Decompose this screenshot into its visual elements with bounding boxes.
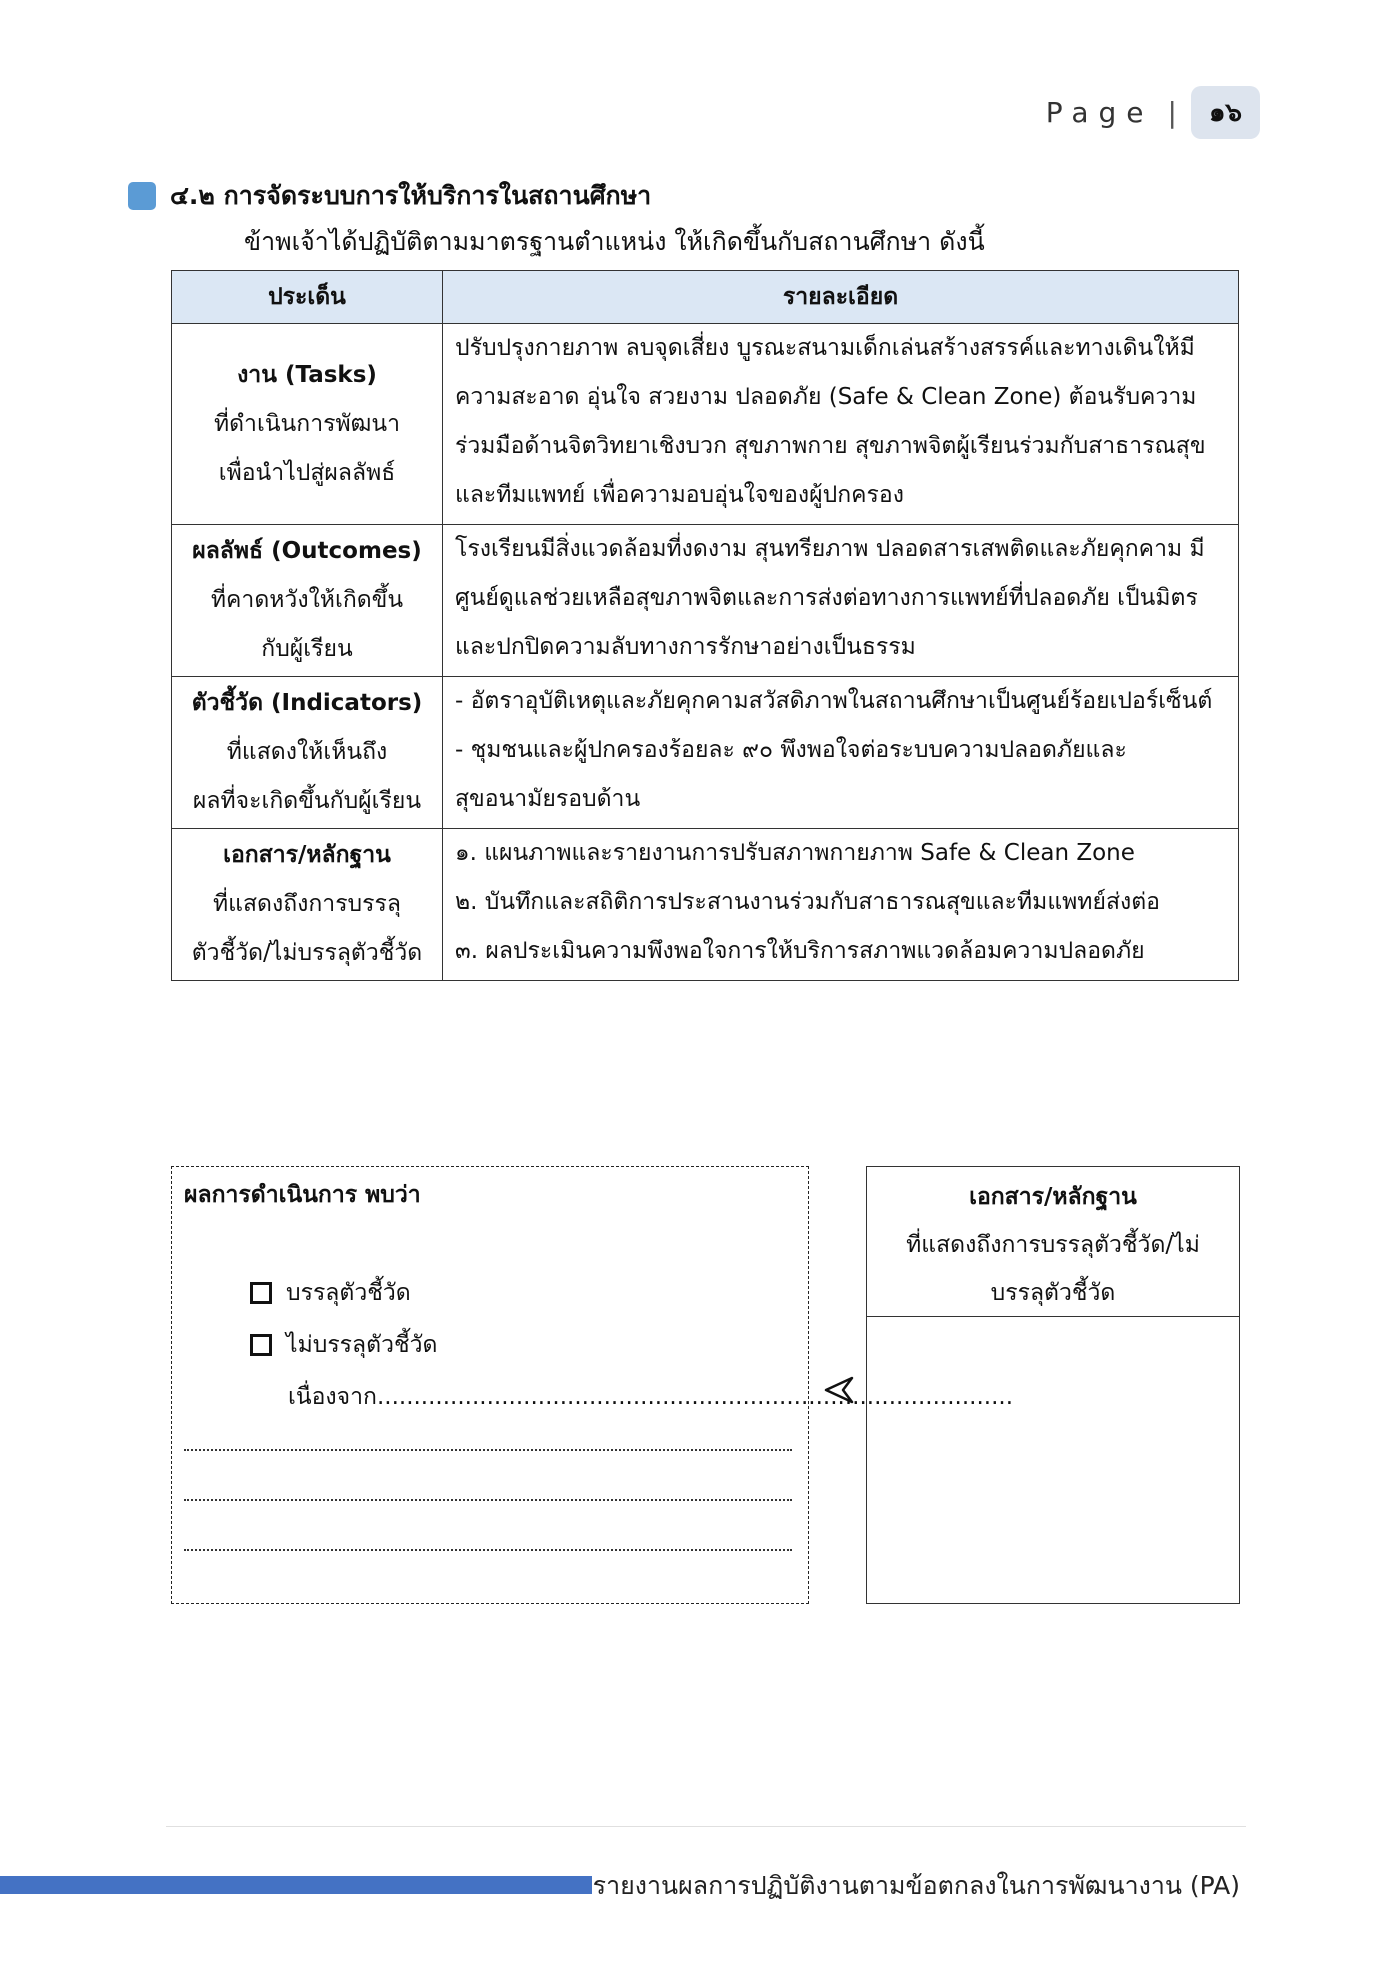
detail-cell xyxy=(443,829,1239,981)
detail-line: ปรับปรุงกายภาพ ลบจุดเสี่ยง บูรณะสนามเด็กเล่นสร้างสรรค์และทางเดินให้มี xyxy=(455,335,1195,361)
footer-divider xyxy=(166,1826,1246,1827)
topic-main: งาน (Tasks) xyxy=(237,361,377,388)
evidence-title: เอกสาร/หลักฐาน xyxy=(969,1184,1137,1210)
topic-cell xyxy=(172,324,443,525)
option-not-achieved[interactable] xyxy=(250,1327,437,1363)
detail-line: - ชุมชนและผู้ปกครองร้อยละ ๙๐ พึงพอใจต่อระบบความปลอดภัยและ xyxy=(455,737,1127,763)
footer-accent-bar xyxy=(0,1876,592,1894)
topic-main: ผลลัพธ์ (Outcomes) xyxy=(192,538,422,564)
page-label: Page xyxy=(1045,96,1154,129)
detail-line: โรงเรียนมีสิ่งแวดล้อมที่งดงาม สุนทรียภาพ ปลอดสารเสพติดและภัยคุกคาม มี xyxy=(455,536,1205,562)
not-achieved-label: ไม่บรรลุตัวชี้วัด xyxy=(286,1332,438,1358)
topic-sub: ที่แสดงถึงการบรรลุ xyxy=(213,891,401,917)
detail-line: ความสะอาด อุ่นใจ สวยงาม ปลอดภัย (Safe & Clean Zone) ต้อนรับความ xyxy=(455,384,1197,410)
evidence-header xyxy=(867,1167,1239,1317)
achieved-checkbox[interactable] xyxy=(250,1282,272,1304)
achieved-label: บรรลุตัวชี้วัด xyxy=(286,1280,411,1306)
page-header xyxy=(1046,86,1260,139)
table-header-row xyxy=(172,271,1239,324)
result-heading: ผลการดำเนินการ พบว่า xyxy=(184,1182,421,1208)
square-bullet-icon xyxy=(128,182,156,210)
section-title xyxy=(128,176,651,216)
detail-cell xyxy=(443,324,1239,525)
table-row xyxy=(172,525,1239,677)
topic-sub: ที่คาดหวังให้เกิดขึ้น xyxy=(210,587,404,613)
page-number: ๑๖ xyxy=(1191,86,1260,139)
reason-line[interactable]: เนื่องจาก....................................................................................... xyxy=(288,1384,1014,1410)
column-header-topic: ประเด็น xyxy=(172,271,443,324)
evidence-content-area[interactable] xyxy=(867,1317,1239,1603)
blank-line[interactable] xyxy=(184,1499,792,1501)
blank-line[interactable] xyxy=(184,1549,792,1551)
topic-cell xyxy=(172,525,443,677)
details-table xyxy=(171,270,1239,981)
detail-line: ๒. บันทึกและสถิติการประสานงานร่วมกับสาธารณสุขและทีมแพทย์ส่งต่อ xyxy=(455,889,1160,915)
detail-line: ๓. ผลประเมินความพึงพอใจการให้บริการสภาพแวดล้อมความปลอดภัย xyxy=(455,938,1145,964)
table-row xyxy=(172,829,1239,981)
column-header-detail: รายละเอียด xyxy=(443,271,1239,324)
topic-sub: เพื่อนำไปสู่ผลลัพธ์ xyxy=(218,459,396,486)
page-separator: | xyxy=(1167,96,1177,129)
arrow-left-icon-svg xyxy=(824,1375,854,1405)
arrow-left-icon xyxy=(824,1374,854,1414)
topic-sub: ผลที่จะเกิดขึ้นกับผู้เรียน xyxy=(192,788,422,814)
detail-line: ร่วมมือด้านจิตวิทยาเชิงบวก สุขภาพกาย สุขภาพจิตผู้เรียนร่วมกับสาธารณสุข xyxy=(455,433,1206,459)
topic-cell xyxy=(172,677,443,829)
evidence-subtitle: บรรลุตัวชี้วัด xyxy=(990,1280,1116,1306)
option-achieved[interactable] xyxy=(250,1275,411,1311)
detail-line: ๑. แผนภาพและรายงานการปรับสภาพกายภาพ Safe & Clean Zone xyxy=(455,840,1135,866)
table-row xyxy=(172,324,1239,525)
detail-line: ศูนย์ดูแลช่วยเหลือสุขภาพจิตและการส่งต่อทางการแพทย์ที่ปลอดภัย เป็นมิตร xyxy=(455,585,1198,611)
topic-sub: ที่แสดงให้เห็นถึง xyxy=(226,739,388,765)
topic-cell xyxy=(172,829,443,981)
footer-title: รายงานผลการปฏิบัติงานตามข้อตกลงในการพัฒนางาน (PA) xyxy=(592,1871,1240,1900)
not-achieved-checkbox[interactable] xyxy=(250,1334,272,1356)
evidence-subtitle: ที่แสดงถึงการบรรลุตัวชี้วัด/ไม่ xyxy=(906,1232,1200,1258)
detail-line: - อัตราอุบัติเหตุและภัยคุกคามสวัสดิภาพในสถานศึกษาเป็นศูนย์ร้อยเปอร์เซ็นต์ xyxy=(455,688,1213,714)
topic-main: ตัวชี้วัด (Indicators) xyxy=(191,690,423,716)
topic-sub: กับผู้เรียน xyxy=(261,636,353,662)
topic-sub: ที่ดำเนินการพัฒนา xyxy=(213,410,401,437)
detail-line: และทีมแพทย์ เพื่อความอบอุ่นใจของผู้ปกครอง xyxy=(455,482,904,508)
result-box xyxy=(171,1166,1014,1604)
blank-line[interactable] xyxy=(184,1449,792,1451)
table-row xyxy=(172,677,1239,829)
section-intro: ข้าพเจ้าได้ปฏิบัติตามมาตรฐานตำแหน่ง ให้เกิดขึ้นกับสถานศึกษา ดังนี้ xyxy=(244,227,985,256)
detail-line: และปกปิดความลับทางการรักษาอย่างเป็นธรรม xyxy=(455,634,916,660)
topic-sub: ตัวชี้วัด/ไม่บรรลุตัวชี้วัด xyxy=(191,940,423,966)
section-title-text: ๔.๒ การจัดระบบการให้บริการในสถานศึกษา xyxy=(170,181,652,210)
detail-cell xyxy=(443,677,1239,829)
evidence-box xyxy=(866,1166,1240,1604)
topic-main: เอกสาร/หลักฐาน xyxy=(223,842,391,868)
detail-line: สุขอนามัยรอบด้าน xyxy=(455,786,641,812)
detail-cell xyxy=(443,525,1239,677)
